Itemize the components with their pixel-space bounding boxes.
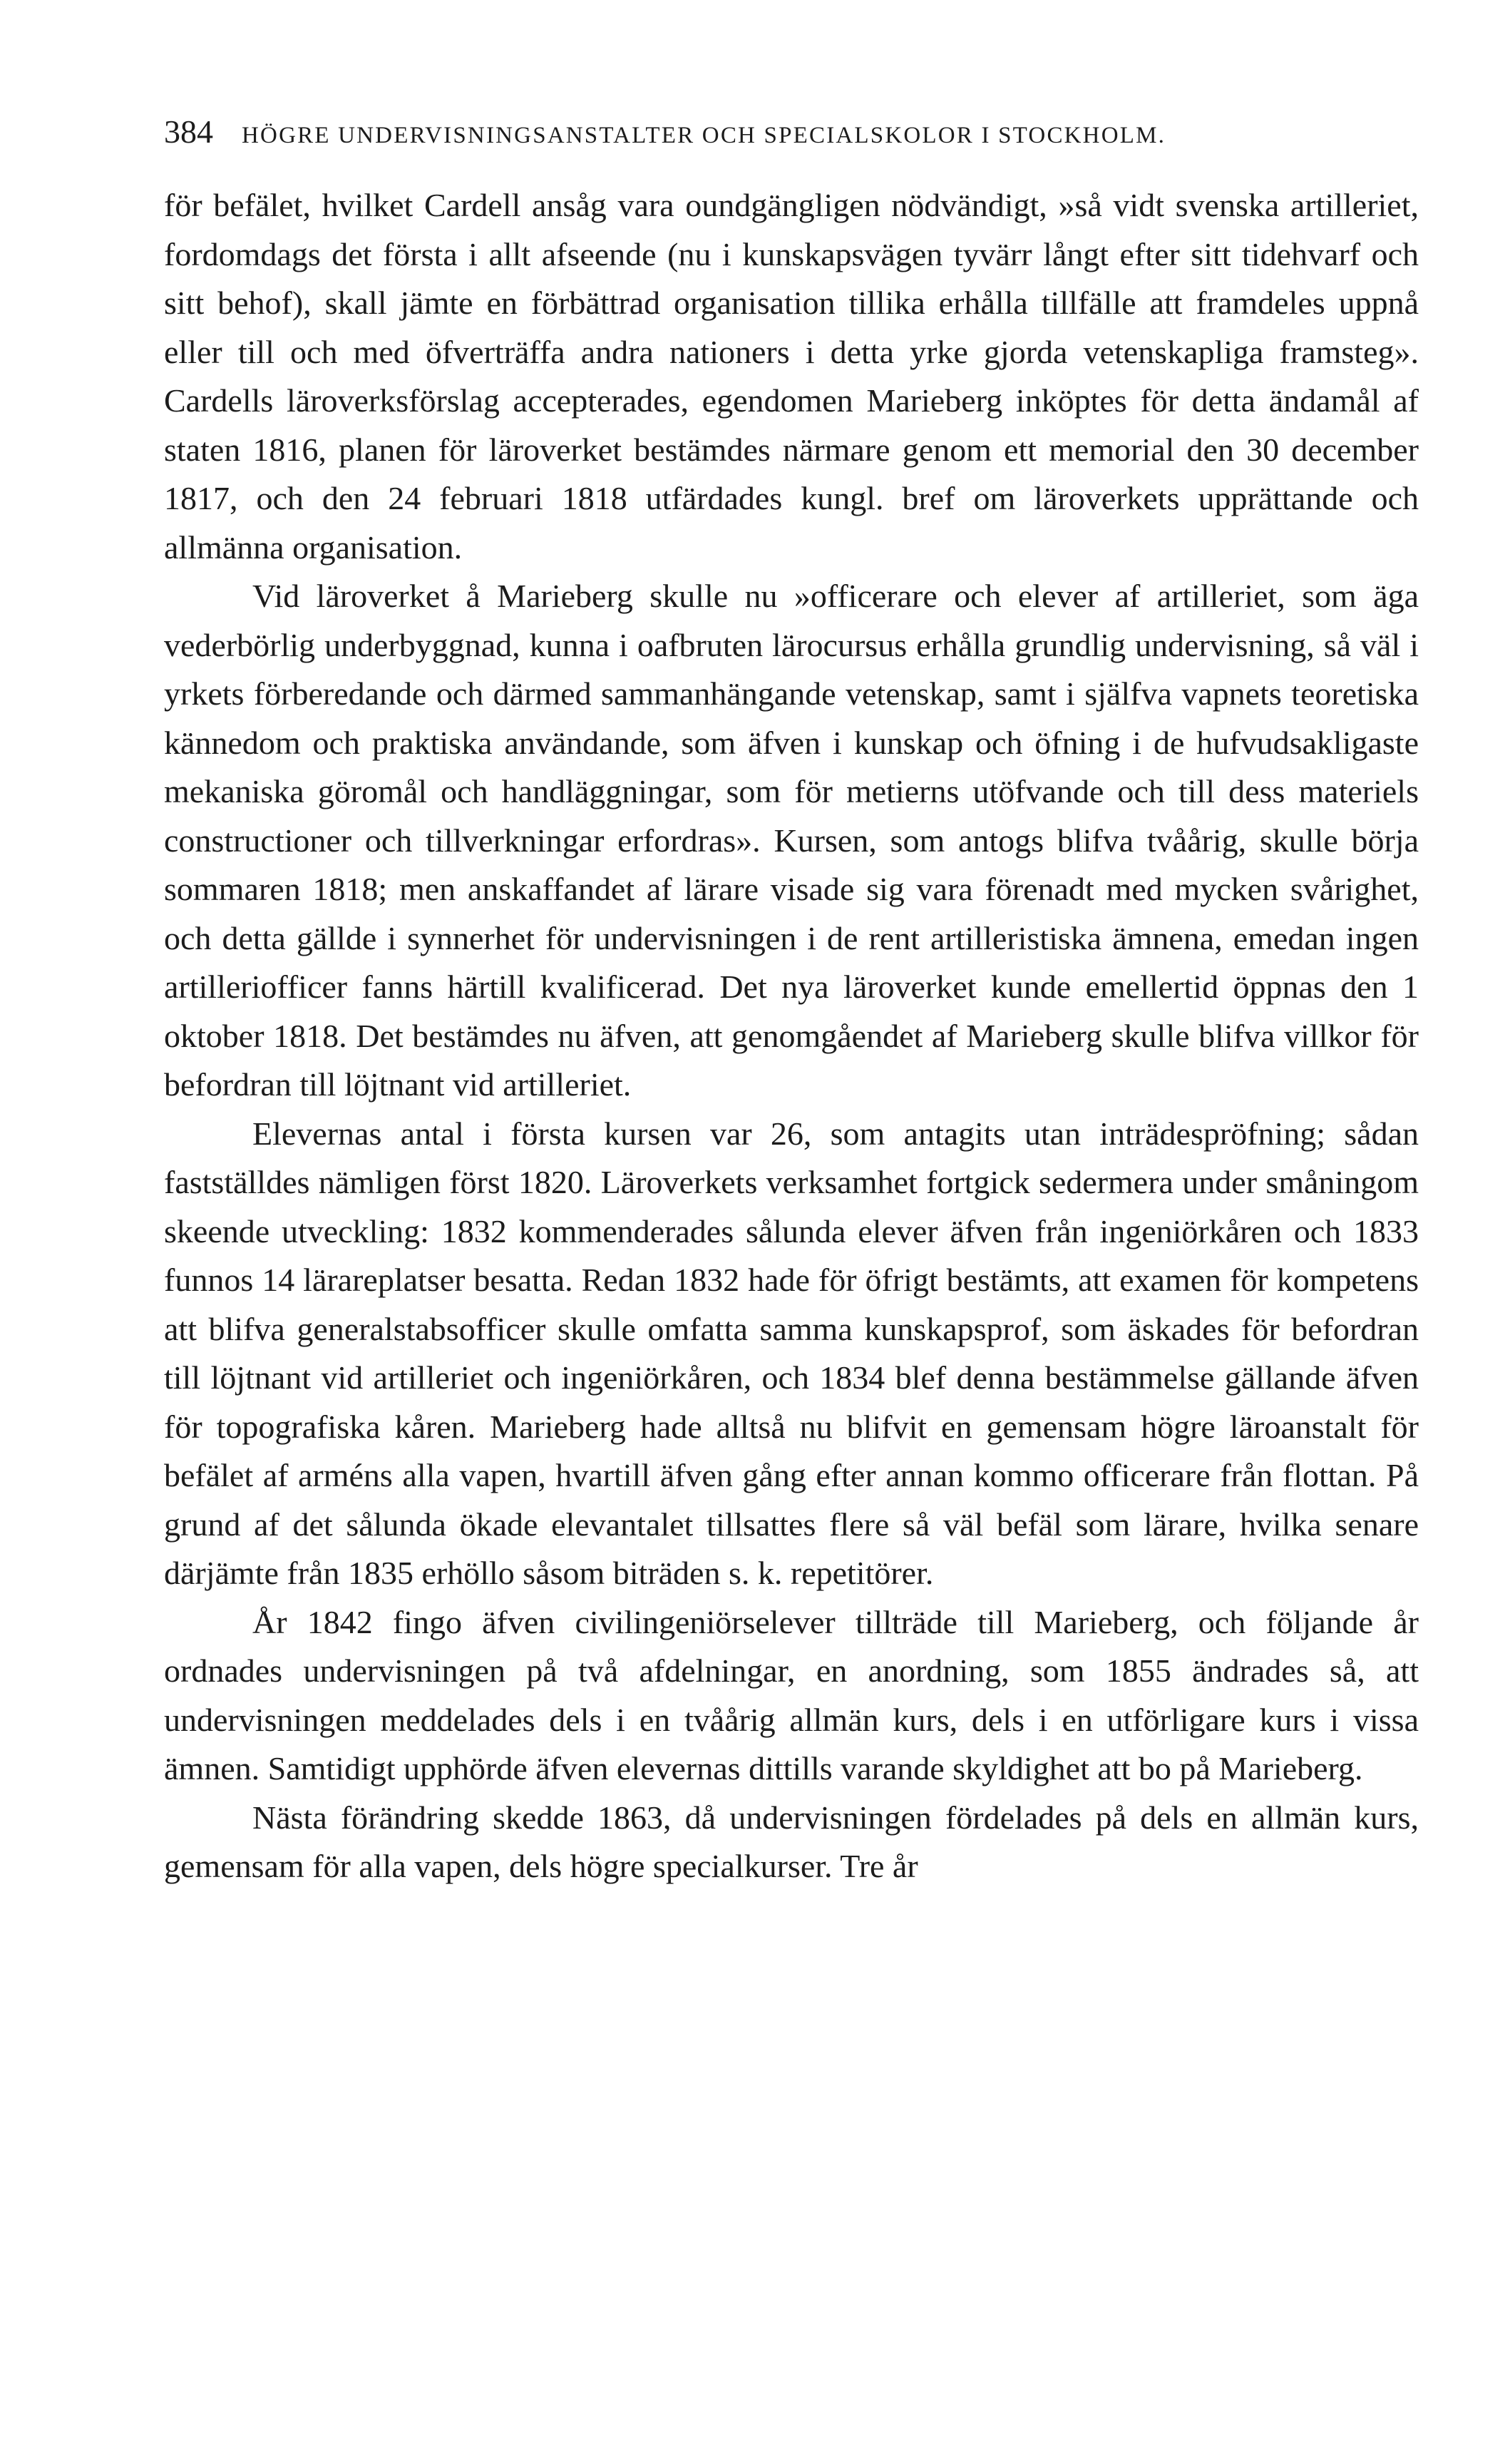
page-header [164, 113, 1419, 155]
paragraph: Vid läroverket å Marieberg skulle nu »officerare och elever af artilleriet, som äga vederbörlig underbyggnad, kunna i oafbruten lärocursus erhålla grundlig undervisning, så väl i yrkets förberedande och därmed sammanhängande vetenskap, samt i själfva vapnets teoretiska kännedom och praktiska användande, som äfven i kunskap och öfning i de hufvudsakligaste mekaniska göromål och handläggningar, som för metierns utöfvande och till dess materiels constructioner och tillverkningar erfordras». Kursen, som antogs blifva tvåårig, skulle börja sommaren 1818; men anskaffandet af lärare visade sig vara förenadt med mycken svårighet, och detta gällde i synnerhet för undervisningen i de rent artilleristiska ämnena, emedan ingen artilleriofficer fanns härtill kvalificerad. Det nya läroverket kunde emellertid öppnas den 1 oktober 1818. Det bestämdes nu äfven, att genomgåendet af Marieberg skulle blifva villkor för befordran till löjtnant vid artilleriet. [164, 578, 1419, 1103]
paragraph: Elevernas antal i första kursen var 26, som antagits utan inträdespröfning; sådan fastställdes nämligen först 1820. Läroverkets verksamhet fortgick sedermera under småningom skeende utveckling: 1832 kommenderades sålunda elever äfven från ingeniörkåren och 1833 funnos 14 lärareplatser besatta. Redan 1832 hade för öfrigt bestämts, att examen för kompetens att blifva generalstabsofficer skulle omfatta samma kunskapsprof, som äskades för befordran till löjtnant vid artilleriet och ingeniörkåren, och 1834 blef denna bestämmelse gällande äfven för topografiska kåren. Marieberg hade alltså nu blifvit en gemensam högre läroanstalt för befälet af arméns alla vapen, hvartill äfven gång efter annan kommo officerare från flottan. På grund af det sålunda ökade elevantalet tillsattes flere så väl befäl som lärare, hvilka senare därjämte från 1835 erhöllo såsom biträden s. k. repetitörer. [164, 1115, 1419, 1591]
body-text [164, 181, 1419, 1891]
paragraph: för befälet, hvilket Cardell ansåg vara oundgängligen nödvändigt, »så vidt svenska artilleriet, fordomdags det första i allt afseende (nu i kunskapsvägen tyvärr långt efter sitt tidehvarf och sitt behof), skall jämte en förbättrad organisation tillika erhålla tillfälle att framdeles uppnå eller till och med öfverträffa andra nationers i detta yrke gjorda vetenskapliga framsteg». Cardells läroverksförslag accepterades, egendomen Marieberg inköptes för detta ändamål af staten 1816, planen för läroverket bestämdes närmare genom ett memorial den 30 december 1817, och den 24 februari 1818 utfärdades kungl. bref om läroverkets upprättande och allmänna organisation. [164, 187, 1419, 566]
page-number: 384 [164, 113, 213, 150]
paragraph: Nästa förändring skedde 1863, då undervisningen fördelades på dels en allmän kurs, gemensam för alla vapen, dels högre specialkurser. Tre år [164, 1799, 1419, 1884]
paragraph: År 1842 fingo äfven civilingeniörselever tillträde till Marieberg, och följande år ordnades undervisningen på två afdelningar, en anordning, som 1855 ändrades så, att undervisningen meddelades dels i en tvåårig allmän kurs, dels i en utförligare kurs i vissa ämnen. Samtidigt upphörde äfven elevernas dittills varande skyldighet att bo på Marieberg. [164, 1603, 1419, 1786]
running-head: HÖGRE UNDERVISNINGSANSTALTER OCH SPECIALSKOLOR I STOCKHOLM. [242, 123, 1166, 148]
